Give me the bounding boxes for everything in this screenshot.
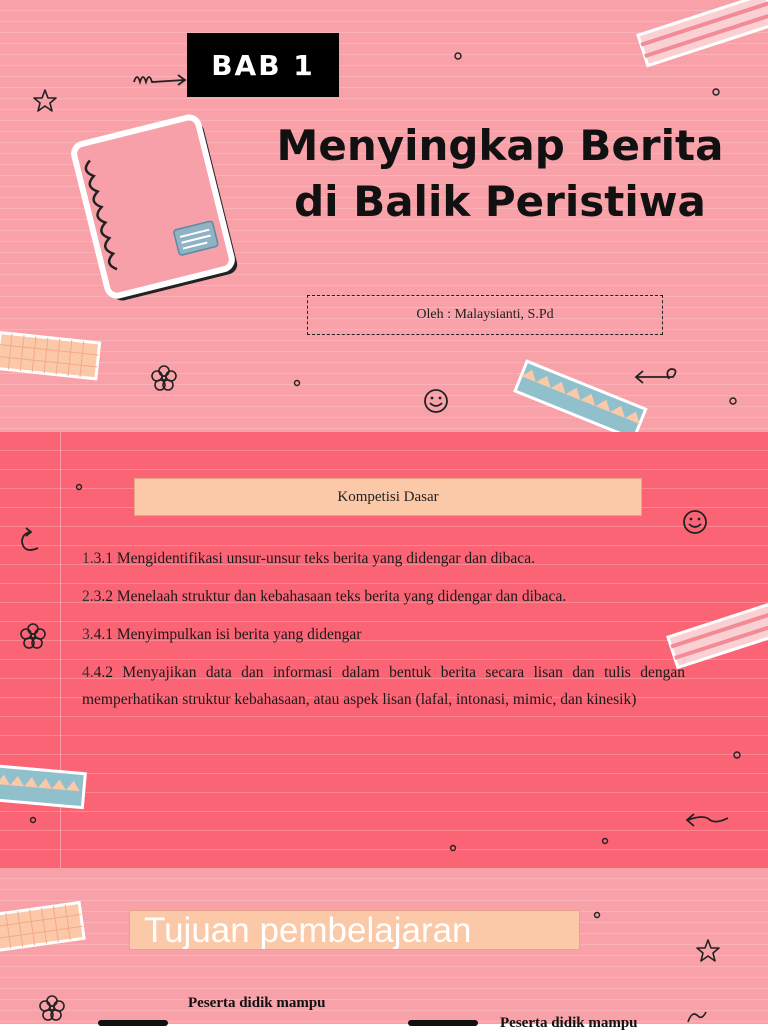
arrow-icon <box>130 70 188 90</box>
item-number: 3. <box>82 626 94 643</box>
item-text: 4.2 Menyajikan data dan informasi dalam bentuk berita secara lisan dan tulis dengan memperhatikan struktur kebahasaan, atau aspek lisan (lafal, intonasi, mimic, dan kinesik) <box>82 664 685 708</box>
list-item <box>82 583 685 610</box>
title-line-2: di Balik Peristiwa <box>294 177 706 226</box>
dot-icon <box>732 750 742 760</box>
item-text: 4.1 Menyimpulkan isi berita yang didengar <box>93 626 362 643</box>
star-icon <box>695 938 721 964</box>
tujuan-heading <box>129 910 580 950</box>
list-item <box>82 621 685 648</box>
flower-icon <box>38 994 66 1022</box>
tujuan-heading-text: Tujuan pembelajaran <box>144 911 472 950</box>
dot-icon <box>453 51 463 61</box>
tujuan-col1-text: Peserta didik mampu <box>188 995 326 1011</box>
tujuan-col2-text: Peserta didik mampu <box>500 1015 638 1031</box>
dot-icon <box>292 378 302 388</box>
washi-tape-icon <box>512 366 648 436</box>
item-text: 3.1 Mengidentifikasi unsur-unsur teks berita yang didengar dan dibaca. <box>93 550 535 567</box>
kompetensi-heading-text: Kompetisi Dasar <box>337 488 439 505</box>
dot-icon <box>728 396 738 406</box>
list-item <box>82 659 685 713</box>
washi-tape-icon <box>0 758 90 816</box>
chapter-label: BAB 1 <box>187 33 339 97</box>
item-number: 4. <box>82 664 94 681</box>
divider-bar <box>98 1020 168 1026</box>
item-text: 3.2 Menelaah struktur dan kebahasaan teks berita yang didengar dan dibaca. <box>93 588 567 605</box>
curl-arrow-icon <box>684 1008 708 1024</box>
washi-tape-icon <box>0 896 90 956</box>
dot-icon <box>711 87 721 97</box>
dot-icon <box>448 843 458 853</box>
flower-icon <box>19 622 47 650</box>
star-icon <box>32 88 58 114</box>
washi-tape-icon <box>0 328 106 384</box>
arrow-icon <box>684 810 732 830</box>
item-number: 2. <box>82 588 94 605</box>
smiley-icon <box>422 387 450 415</box>
notebook-icon <box>72 115 247 305</box>
page-title <box>240 118 760 230</box>
washi-tape-icon <box>636 0 768 62</box>
kompetensi-list <box>82 545 685 724</box>
dot-icon <box>600 836 610 846</box>
divider-bar <box>408 1020 478 1026</box>
curl-arrow-icon <box>14 526 44 556</box>
smiley-icon <box>681 508 709 536</box>
kompetensi-heading <box>134 478 642 516</box>
dot-icon <box>74 482 84 492</box>
flower-icon <box>150 364 178 392</box>
item-number: 1. <box>82 550 94 567</box>
title-line-1: Menyingkap Berita <box>276 121 724 170</box>
dot-icon <box>592 910 602 920</box>
dot-icon <box>28 815 38 825</box>
author-text: Oleh : Malaysianti, S.Pd <box>416 307 554 322</box>
author-box <box>307 295 663 335</box>
list-item <box>82 545 685 572</box>
